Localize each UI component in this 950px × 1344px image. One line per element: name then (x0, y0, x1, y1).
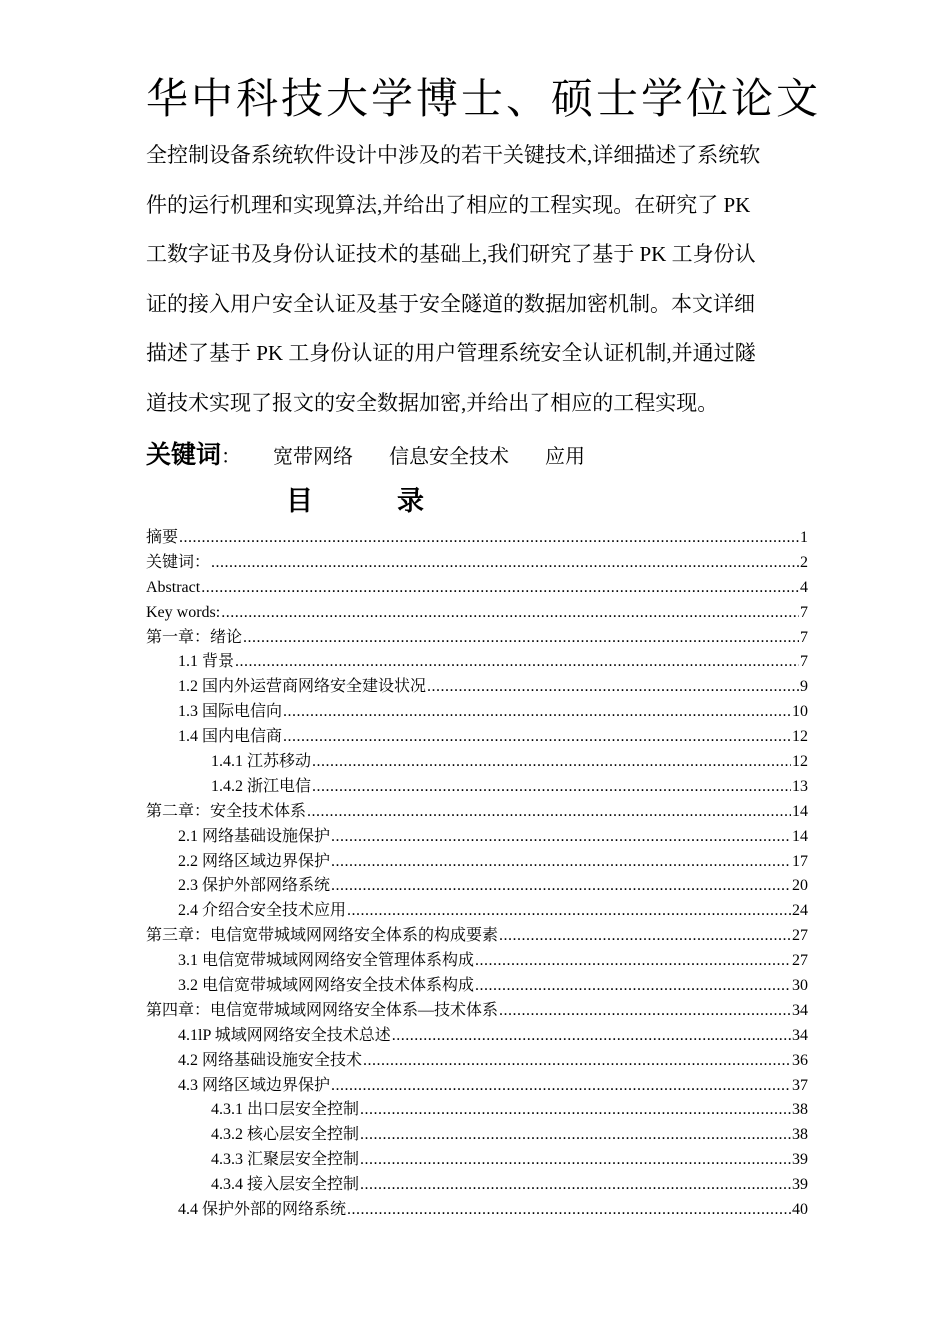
keywords-colon: ： (221, 446, 242, 468)
keywords-label: 关键词 (146, 440, 222, 469)
toc-entry[interactable] (146, 1049, 808, 1074)
toc-entry-page: 13 (792, 777, 808, 795)
page-title: 华中科技大学博士、硕士学位论文 (146, 74, 822, 123)
toc-entry-text: 4.2 网络基础设施安全技术 (178, 1051, 363, 1069)
keyword-item: 应用 (545, 446, 586, 468)
toc-leader-dots (243, 626, 799, 651)
toc-entry[interactable] (146, 1148, 808, 1173)
toc-entry-text: 3.1 电信宽带城域网网络安全管理体系构成 (178, 952, 475, 970)
toc-leader-dots (499, 924, 791, 949)
toc-entry[interactable] (146, 949, 808, 974)
toc-entry[interactable] (146, 576, 808, 601)
toc-entry-page: 7 (800, 653, 808, 671)
toc-entry[interactable] (146, 650, 808, 675)
toc-entry-page: 12 (792, 728, 808, 746)
table-of-contents (146, 526, 808, 1223)
toc-leader-dots (392, 1024, 791, 1049)
toc-entry[interactable] (146, 1098, 808, 1123)
toc-entry[interactable] (146, 526, 808, 551)
toc-entry-text: 1.1 背景 (178, 653, 235, 671)
toc-entry-page: 2 (800, 553, 808, 571)
toc-entry-text: 第三章：电信宽带城域网网络安全体系的构成要素 (146, 927, 499, 945)
toc-leader-dots (475, 949, 791, 974)
toc-leader-dots (360, 1148, 791, 1173)
toc-leader-dots (499, 999, 791, 1024)
toc-entry-text: 第四章：电信宽带城域网网络安全体系—技术体系 (146, 1001, 499, 1019)
toc-leader-dots (201, 576, 799, 601)
toc-entry-page: 34 (792, 1026, 808, 1044)
toc-heading-left: 目 (286, 486, 313, 517)
toc-entry-page: 14 (792, 802, 808, 820)
abstract-line: 证的接入用户安全认证及基于安全隧道的数据加密机制。本文详细 (146, 291, 755, 316)
toc-entry[interactable] (146, 850, 808, 875)
toc-entry-page: 40 (792, 1201, 808, 1219)
toc-entry-text: 2.2 网络区域边界保护 (178, 852, 331, 870)
toc-leader-dots (283, 725, 791, 750)
toc-entry-page: 7 (800, 628, 808, 646)
toc-entry-page: 27 (792, 927, 808, 945)
toc-entry-text: 1.2 国内外运营商网络安全建设状况 (178, 678, 427, 696)
toc-leader-dots (179, 526, 799, 551)
toc-entry-text: 4.3.4 接入层安全控制 (211, 1176, 360, 1194)
toc-entry[interactable] (146, 675, 808, 700)
abstract-body (146, 131, 808, 428)
toc-leader-dots (312, 750, 791, 775)
toc-entry[interactable] (146, 775, 808, 800)
abstract-line: 描述了基于 PK 工身份认证的用户管理系统安全认证机制,并通过隧 (146, 341, 756, 365)
toc-entry[interactable] (146, 924, 808, 949)
toc-entry-page: 38 (792, 1101, 808, 1119)
toc-entry-text: Key words: (146, 603, 221, 621)
keywords-line (146, 435, 617, 475)
toc-entry-text: 第一章：绪论 (146, 628, 243, 646)
toc-entry-page: 34 (792, 1001, 808, 1019)
toc-entry-text: 2.3 保护外部网络系统 (178, 877, 331, 895)
toc-entry-page: 24 (792, 902, 808, 920)
abstract-line: 道技术实现了报文的安全数据加密,并给出了相应的工程实现。 (146, 390, 719, 415)
toc-entry[interactable] (146, 750, 808, 775)
toc-entry-text: 1.4.1 江苏移动 (211, 753, 312, 771)
toc-entry-page: 9 (800, 678, 808, 696)
toc-entry-text: Abstract (146, 578, 201, 596)
toc-entry-text: 4.1lP 城域网网络安全技术总述 (178, 1026, 391, 1044)
toc-entry-text: 关键词： (146, 553, 211, 571)
toc-entry-text: 摘要 (146, 529, 179, 546)
toc-entry[interactable] (146, 1198, 808, 1223)
toc-leader-dots (312, 775, 791, 800)
toc-leader-dots (360, 1098, 791, 1123)
toc-entry-text: 4.3.2 核心层安全控制 (211, 1126, 360, 1144)
toc-entry[interactable] (146, 874, 808, 899)
toc-leader-dots (307, 800, 791, 825)
toc-entry-text: 4.3 网络区域边界保护 (178, 1076, 331, 1094)
toc-leader-dots (360, 1123, 791, 1148)
toc-entry-page: 1 (800, 529, 808, 546)
toc-leader-dots (363, 1049, 791, 1074)
toc-entry-text: 4.3.3 汇聚层安全控制 (211, 1151, 360, 1169)
toc-entry[interactable] (146, 700, 808, 725)
toc-entry-page: 4 (800, 578, 808, 596)
toc-entry[interactable] (146, 1173, 808, 1198)
toc-entry-text: 4.4 保护外部的网络系统 (178, 1201, 347, 1219)
toc-entry-page: 7 (800, 603, 808, 621)
toc-entry[interactable] (146, 1123, 808, 1148)
toc-entry[interactable] (146, 601, 808, 626)
toc-leader-dots (283, 700, 791, 725)
abstract-line: 件的运行机理和实现算法,并给出了相应的工程实现。在研究了 PK (146, 192, 751, 217)
toc-entry[interactable] (146, 1024, 808, 1049)
toc-entry-page: 39 (792, 1151, 808, 1169)
toc-entry[interactable] (146, 999, 808, 1024)
toc-entry-page: 20 (792, 877, 808, 895)
toc-entry-page: 38 (792, 1126, 808, 1144)
abstract-line: 全控制设备系统软件设计中涉及的若干关键技术,详细描述了系统软 (146, 143, 761, 167)
toc-entry[interactable] (146, 899, 808, 924)
toc-leader-dots (235, 650, 799, 675)
abstract-line: 工数字证书及身份认证技术的基础上,我们研究了基于 PK 工身份认 (146, 242, 756, 266)
toc-entry[interactable] (146, 551, 808, 576)
toc-entry[interactable] (146, 825, 808, 850)
toc-entry[interactable] (146, 725, 808, 750)
toc-leader-dots (427, 675, 799, 700)
toc-leader-dots (360, 1173, 791, 1198)
toc-leader-dots (347, 899, 791, 924)
toc-leader-dots (211, 551, 799, 576)
toc-leader-dots (331, 825, 791, 850)
toc-entry-page: 10 (792, 703, 808, 721)
toc-entry-page: 30 (792, 977, 808, 995)
toc-leader-dots (347, 1198, 791, 1223)
toc-entry[interactable] (146, 1074, 808, 1099)
toc-entry[interactable] (146, 626, 808, 651)
toc-leader-dots (331, 850, 791, 875)
toc-entry-page: 14 (792, 827, 808, 845)
toc-heading-right: 录 (397, 486, 424, 517)
toc-entry-text: 2.4 介绍合安全技术应用 (178, 902, 347, 920)
toc-entry-text: 1.3 国际电信向 (178, 703, 283, 721)
toc-entry-text: 第二章：安全技术体系 (146, 802, 307, 820)
toc-entry[interactable] (146, 800, 808, 825)
toc-entry-page: 39 (792, 1176, 808, 1194)
toc-entry-text: 4.3.1 出口层安全控制 (211, 1101, 360, 1119)
keyword-item: 宽带网络 (273, 446, 354, 468)
toc-entry-page: 12 (792, 753, 808, 771)
toc-entry-page: 27 (792, 952, 808, 970)
toc-entry-text: 3.2 电信宽带城域网网络安全技术体系构成 (178, 977, 475, 995)
toc-leader-dots (331, 874, 791, 899)
toc-entry-page: 37 (792, 1076, 808, 1094)
toc-entry-text: 1.4 国内电信商 (178, 728, 283, 746)
toc-leader-dots (331, 1074, 791, 1099)
toc-heading (286, 482, 424, 522)
toc-leader-dots (221, 601, 799, 626)
toc-entry-text: 2.1 网络基础设施保护 (178, 827, 331, 845)
toc-entry-page: 17 (792, 852, 808, 870)
toc-entry-text: 1.4.2 浙江电信 (211, 777, 312, 795)
keyword-item: 信息安全技术 (389, 446, 510, 468)
toc-entry[interactable] (146, 974, 808, 999)
toc-entry-page: 36 (792, 1051, 808, 1069)
toc-leader-dots (475, 974, 791, 999)
